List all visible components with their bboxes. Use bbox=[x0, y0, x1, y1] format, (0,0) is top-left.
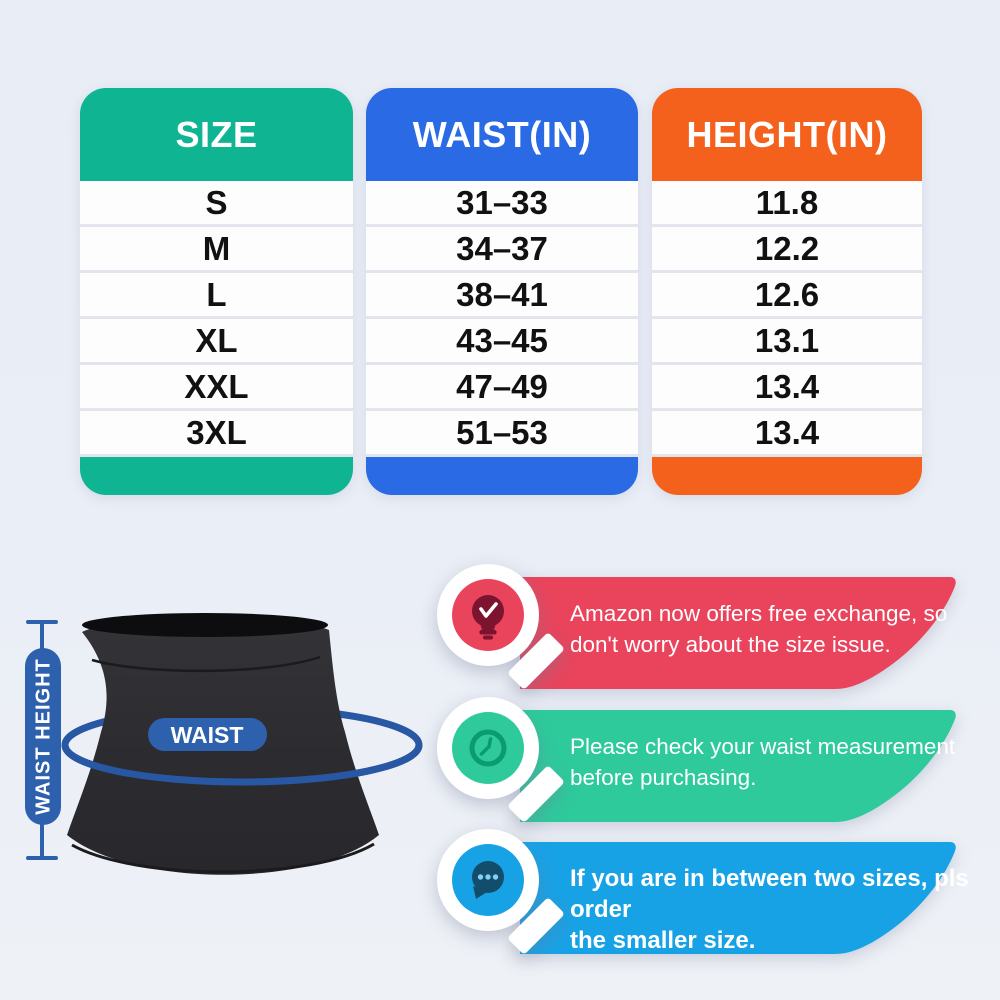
column-footer-size bbox=[80, 457, 353, 495]
table-cell: 51–53 bbox=[366, 411, 638, 457]
table-cell: M bbox=[80, 227, 353, 273]
table-column-waist bbox=[366, 88, 638, 495]
table-cell: S bbox=[80, 181, 353, 227]
tip-line: the smaller size. bbox=[570, 927, 756, 954]
table-column-height bbox=[652, 88, 922, 495]
table-cell: L bbox=[80, 273, 353, 319]
table-cell: 11.8 bbox=[652, 181, 922, 227]
column-header-size: SIZE bbox=[80, 88, 353, 181]
tip-badge bbox=[428, 693, 568, 828]
tip-line: before purchasing. bbox=[570, 765, 757, 790]
tip-line: don't worry about the size issue. bbox=[570, 632, 891, 657]
column-header-height: HEIGHT(IN) bbox=[652, 88, 922, 181]
waist-height-label: WAIST HEIGHT bbox=[32, 658, 55, 815]
waist-label: WAIST bbox=[170, 722, 244, 748]
tip-text bbox=[570, 863, 970, 956]
table-cell: XXL bbox=[80, 365, 353, 411]
tip-text bbox=[570, 731, 970, 793]
column-header-waist: WAIST(IN) bbox=[366, 88, 638, 181]
tip-line: Please check your waist measurement bbox=[570, 734, 956, 759]
tip-line: If you are in between two sizes, pls order bbox=[570, 865, 969, 923]
table-cell: 47–49 bbox=[366, 365, 638, 411]
table-cell: 13.1 bbox=[652, 319, 922, 365]
table-cell: 31–33 bbox=[366, 181, 638, 227]
tip-badge bbox=[428, 825, 568, 960]
tip-text bbox=[570, 598, 970, 660]
tip-row-between-sizes bbox=[428, 825, 998, 970]
table-cell: 3XL bbox=[80, 411, 353, 457]
garment-top-opening bbox=[82, 613, 328, 637]
tip-line: Amazon now offers free exchange, so bbox=[570, 601, 948, 626]
table-cell: 13.4 bbox=[652, 411, 922, 457]
tip-badge bbox=[428, 560, 568, 695]
tip-row-exchange bbox=[428, 560, 998, 705]
table-cell: 34–37 bbox=[366, 227, 638, 273]
table-cell: 12.2 bbox=[652, 227, 922, 273]
tip-row-measure bbox=[428, 693, 998, 838]
table-cell: 38–41 bbox=[366, 273, 638, 319]
column-footer-waist bbox=[366, 457, 638, 495]
waist-trainer-diagram bbox=[15, 598, 435, 903]
table-cell: XL bbox=[80, 319, 353, 365]
table-cell: 12.6 bbox=[652, 273, 922, 319]
table-cell: 13.4 bbox=[652, 365, 922, 411]
table-cell: 43–45 bbox=[366, 319, 638, 365]
table-column-size bbox=[80, 88, 353, 495]
column-footer-height bbox=[652, 457, 922, 495]
